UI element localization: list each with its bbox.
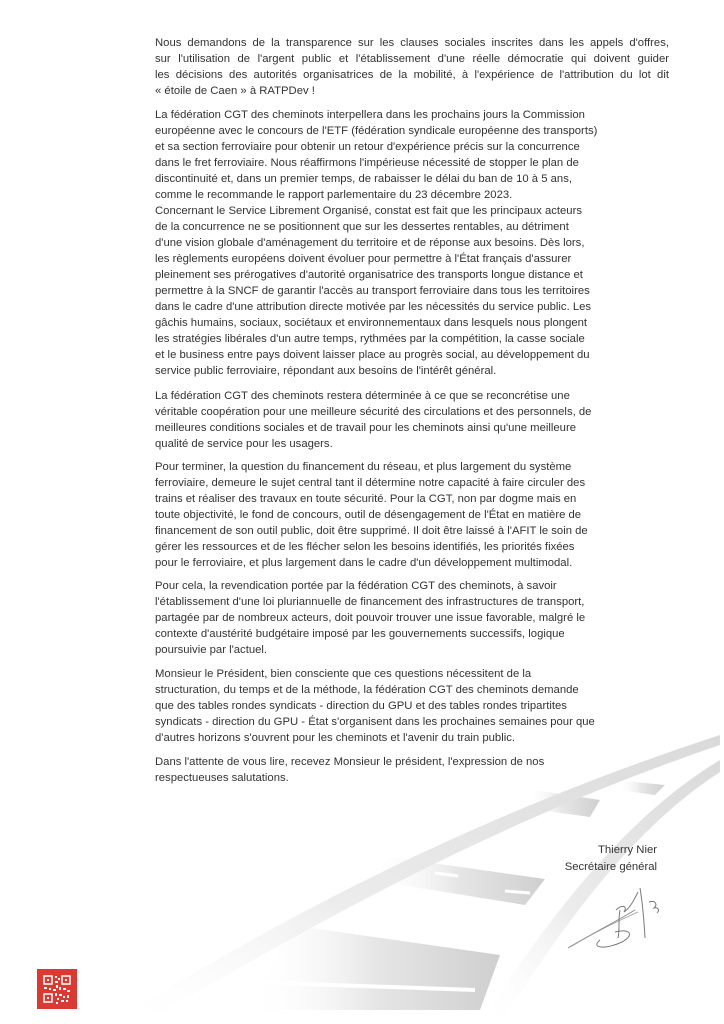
paragraph-closing — [155, 754, 669, 786]
paragraph-transparency — [155, 35, 669, 99]
signatory-title: Secrétaire général — [564, 861, 657, 873]
text-line: pleinement ses prérogatives d'autorité organisatrice des transports longue distance et — [155, 269, 583, 281]
text-line: contexte d'austérité budgétaire imposé par les gouvernements successifs, logique — [155, 628, 565, 640]
text-line: sur l'utilisation de l'argent public et l'établissement d'une réelle démocratie qui doivent guider — [155, 53, 669, 65]
qr-code-icon — [37, 969, 77, 1009]
text-line: ferroviaire, demeure le sujet central tant il détermine notre capacité à faire circuler des — [155, 477, 586, 489]
signatory-name: Thierry Nier — [598, 844, 657, 856]
text-line: et sa section ferroviaire pour obtenir un retour d'expérience précis sur la concurrence — [155, 141, 580, 153]
text-line: Nous demandons de la transparence sur les clauses sociales inscrites dans les appels d'offres, — [155, 37, 669, 49]
text-line: permettre à la SNCF de garantir l'accès au transport ferroviaire dans tous les territoires — [155, 285, 590, 297]
paragraph-european-commission — [155, 107, 669, 203]
text-line: Dans l'attente de vous lire, recevez Monsieur le président, l'expression de nos — [155, 756, 545, 768]
text-line: toute objectivité, le fond de concours, outil de désengagement de l'État en matière de — [155, 509, 582, 521]
text-line: syndicats - direction du GPU - État s'organisent dans les prochaines semaines pour que — [155, 716, 595, 728]
text-line: les stratégies libérales d'un autre temps, rythmées par la compétition, la casse sociale — [155, 333, 585, 345]
text-line: discontinuité et, dans un premier temps, de rabaisser le délai du ban de 10 à 5 ans, — [155, 173, 572, 185]
text-line: meilleures conditions sociales et de travail pour les cheminots ainsi qu'une meilleure — [155, 422, 576, 434]
text-line: gérer les ressources et de les flécher selon les besoins identifiés, les priorités fixées — [155, 541, 575, 553]
text-line: partagée par de nombreux acteurs, doit pouvoir trouver une issue favorable, malgré le — [155, 612, 586, 624]
paragraph-financing — [155, 459, 669, 571]
text-line: financement de son outil public, doit être supprimé. Il doit être laissé à l'AFIT le soin de — [155, 525, 588, 537]
text-line: les règlements européens doivent évoluer pour permettre à l'État français d'assurer — [155, 253, 572, 265]
paragraph-service-librement-organise — [155, 203, 669, 379]
text-line: Pour terminer, la question du financement du réseau, et plus largement du système — [155, 461, 572, 473]
paragraph-round-tables — [155, 666, 669, 746]
text-line: « étoile de Caen » à RATPDev ! — [155, 85, 315, 97]
text-line: service public ferroviaire, répondant aux besoins de l'intérêt général. — [155, 365, 497, 377]
text-line: Concernant le Service Librement Organisé, constat est fait que les principaux acteurs — [155, 205, 582, 217]
signature-block — [565, 842, 657, 876]
text-line: Monsieur le Président, bien consciente que ces questions nécessitent de la — [155, 668, 532, 680]
paragraph-multiyear-law — [155, 578, 669, 658]
text-line: trains et réaliser des travaux en toute sécurité. Pour la CGT, non par dogme mais en — [155, 493, 577, 505]
text-line: que des tables rondes syndicats - direction du GPU et des tables rondes tripartites — [155, 700, 567, 712]
text-line: l'établissement d'une loi pluriannuelle de financement des infrastructures de transport, — [155, 596, 585, 608]
text-line: structuration, du temps et de la méthode, la fédération CGT des cheminots demande — [155, 684, 579, 696]
text-line: dans le fret ferroviaire. Nous réaffirmons l'impérieuse nécessité de stopper le plan de — [155, 157, 579, 169]
text-line: d'une vision globale d'aménagement du territoire et de réponse aux besoins. Dès lors, — [155, 237, 585, 249]
text-line: de la concurrence ne se positionnent que sur les dessertes rentables, au détriment — [155, 221, 569, 233]
text-line: poursuivie par l'actuel. — [155, 644, 268, 656]
text-line: gâchis humains, sociaux, sociétaux et environnementaux dans lesquels nous plongent — [155, 317, 588, 329]
text-line: européenne avec le concours de l'ETF (fédération syndicale européenne des transports) — [155, 125, 598, 137]
text-line: dans le cadre d'une attribution directe motivée par les nécessités du service public. Les — [155, 301, 592, 313]
text-line: pour le ferroviaire, et plus largement dans le cadre d'un développement multimodal. — [155, 557, 573, 569]
text-line: La fédération CGT des cheminots restera déterminée à ce que se reconcrétise une — [155, 390, 570, 402]
text-line: d'autres horizons s'ouvrent pour les cheminots et l'avenir du train public. — [155, 732, 516, 744]
paragraph-cooperation — [155, 388, 669, 452]
text-line: Pour cela, la revendication portée par la fédération CGT des cheminots, à savoir — [155, 580, 557, 592]
text-line: véritable coopération pour une meilleure sécurité des circulations et des personnels, de — [155, 406, 592, 418]
text-line: comme le recommande le rapport parlementaire du 23 décembre 2023. — [155, 189, 513, 201]
letter-body — [155, 35, 669, 786]
text-line: respectueuses salutations. — [155, 772, 289, 784]
text-line: et le business entre pays doivent laisser place au progrès social, au développement du — [155, 349, 590, 361]
text-line: les décisions des autorités organisatrices de la mobilité, à l'expérience de l'attribution du lot dit — [155, 69, 669, 81]
text-line: qualité de service pour les usagers. — [155, 438, 333, 450]
text-line: La fédération CGT des cheminots interpellera dans les prochains jours la Commission — [155, 109, 585, 121]
handwritten-signature — [560, 880, 670, 960]
